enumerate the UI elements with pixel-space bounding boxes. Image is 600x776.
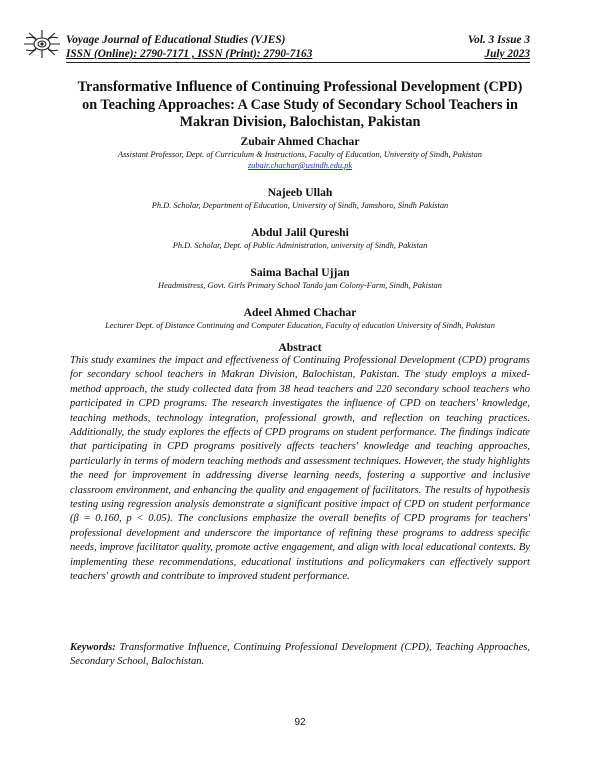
author-affiliation: Lecturer Dept. of Distance Continuing and Computer Education, Faculty of education University of Sindh, Pakistan <box>105 321 495 330</box>
author-name: Abdul Jalil Qureshi <box>251 226 349 239</box>
issue-date: July 2023 <box>484 48 530 60</box>
volume-issue: Vol. 3 Issue 3 <box>467 34 530 46</box>
author-name: Adeel Ahmed Chachar <box>243 306 357 319</box>
author-block <box>60 135 540 171</box>
author-affiliation: Ph.D. Scholar, Department of Education, University of Sindh, Jamshoro, Sindh Pakistan <box>151 201 449 210</box>
author-name: Zubair Ahmed Chachar <box>240 135 360 148</box>
author-affiliation: Assistant Professor, Dept. of Curriculum & Instructions, Faculty of Education, University of Sindh, Pakistan <box>118 150 482 159</box>
header-divider <box>66 62 530 63</box>
keywords-paragraph <box>70 641 530 670</box>
author-block <box>60 306 540 331</box>
author-name: Najeeb Ullah <box>267 186 333 199</box>
journal-name: Voyage Journal of Educational Studies (VJES) <box>66 34 286 46</box>
author-email-link[interactable]: zubair.chachar@usindh.edu.pk <box>247 161 353 170</box>
author-affiliation: Headmistress, Govt. Girls Primary School Tando jam Colony-Farm, Sindh, Pakistan <box>158 281 442 290</box>
journal-issn: ISSN (Online): 2790-7171 , ISSN (Print): 2790-7163 <box>66 48 313 60</box>
keywords-label: Keywords: <box>70 642 116 653</box>
author-affiliation: Ph.D. Scholar, Dept. of Public Administration, university of Sindh, Pakistan <box>172 241 428 250</box>
abstract-heading: Abstract <box>278 341 322 354</box>
journal-header-right <box>468 33 530 61</box>
journal-header-left <box>66 33 312 61</box>
paper-title: Transformative Influence of Continuing Professional Development (CPD) on Teaching Approaches: A Case Study of Secondary School Teachers in Makran Division, Balochistan, Pakistan <box>77 79 523 130</box>
author-block <box>60 266 540 291</box>
author-block <box>60 186 540 211</box>
journal-logo-icon <box>22 26 62 62</box>
author-block <box>60 226 540 251</box>
author-name: Saima Bachal Ujjan <box>250 266 350 279</box>
abstract-text: This study examines the impact and effectiveness of Continuing Professional Development (CPD) programs for secondary school teachers in Makran Division, Balochistan, Pakistan. The study employs a mixed-method approach, the study collected data from 38 head teachers and 220 secondary school teachers who participated in CPD programs. The research investigates the influence of CPD on teachers' knowledge, teaching methods, technology integration, professional growth, and reflection on teaching practices. Additionally, the study explores the effects of CPD programs on student performance. The findings indicate that participating in CPD programs positively affects teachers' knowledge and teaching approaches, particularly in terms of modern teaching methods and assessment techniques. However, the study highlights the need for improvement in addressing diverse learning needs, fostering a supportive and inclusive classroom environment, and enhancing the quality and engagement of facilitators. The results of hypothesis testing using regression analysis demonstrate a significant positive impact of CPD on student performance (β = 0.160, p < 0.05). The conclusions emphasize the overall benefits of CPD programs for teachers' professional development and underscore the importance of refining these programs to address specific needs, improve facilitator quality, promote active engagement, and align with local educational contexts. By implementing these recommendations, educational institutions and policymakers can effectively support teachers' growth and contribute to improved student performance. <box>70 355 530 583</box>
page-number: 92 <box>294 717 306 728</box>
author-list <box>60 135 540 346</box>
keywords-text: Transformative Influence, Continuing Professional Development (CPD), Teaching Approaches, Secondary School, Balochistan. <box>70 642 530 668</box>
